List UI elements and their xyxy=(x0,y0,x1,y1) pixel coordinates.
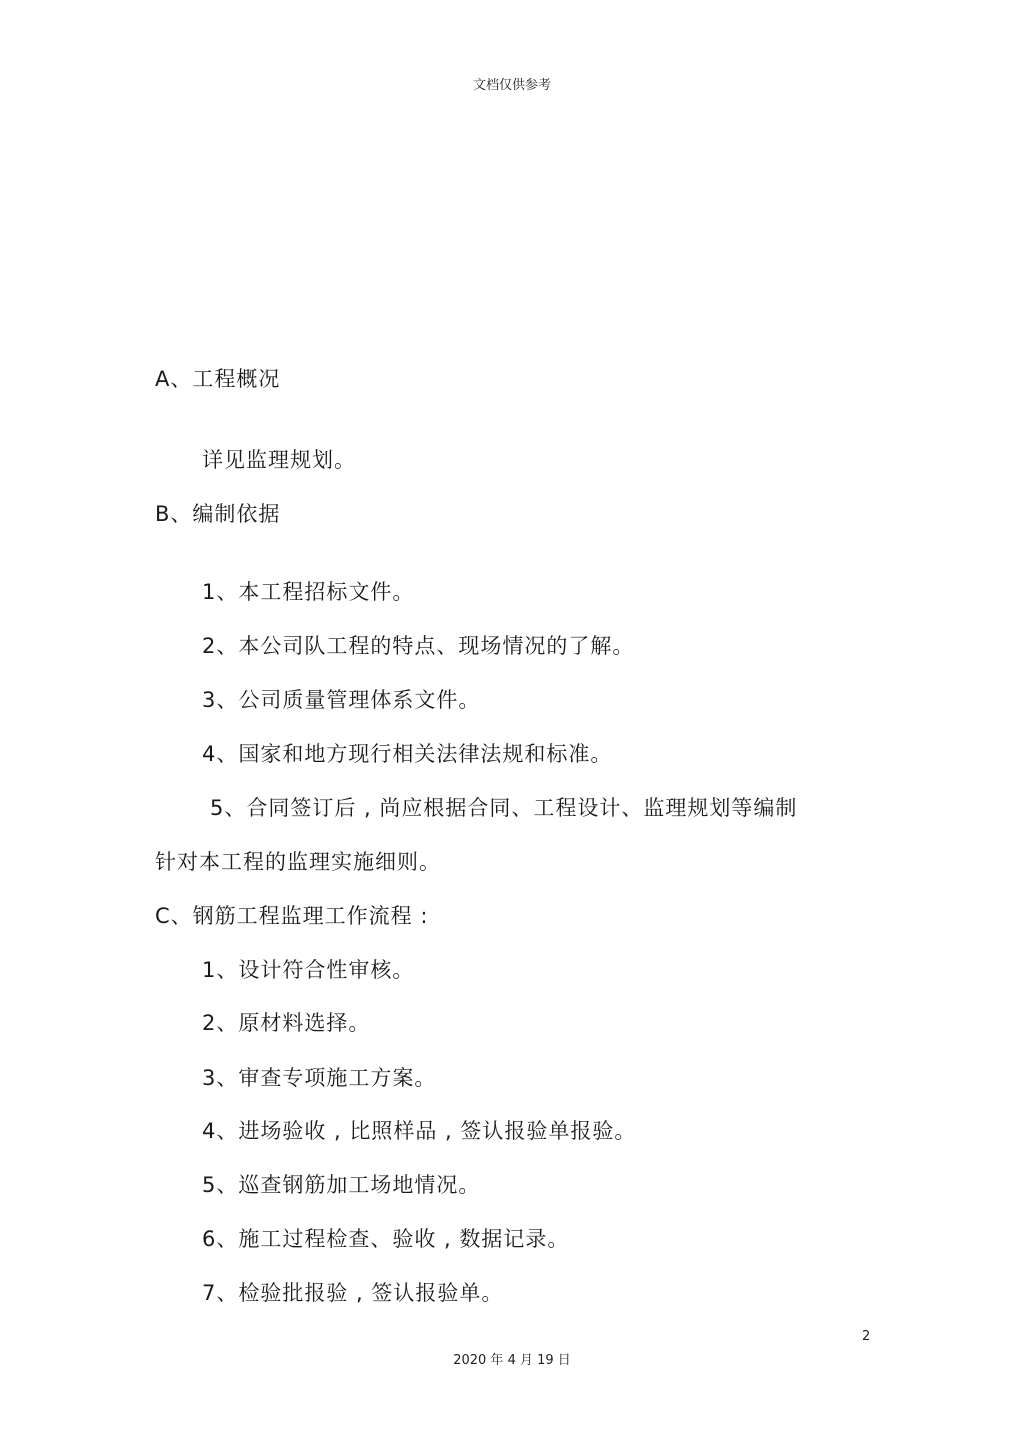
document-header: 文档仅供参考 xyxy=(472,78,551,93)
section-b-heading: B、编制依据 xyxy=(155,502,281,526)
section-c-item-4: 4、进场验收 , 比照样品 , 签认报验单报验。 xyxy=(202,1119,637,1143)
section-b-item-5-continuation: 针对本工程的监理实施细则。 xyxy=(155,850,441,874)
section-c-item-1: 1、设计符合性审核。 xyxy=(202,958,415,982)
section-c-item-7: 7、检验批报验 , 签认报验单。 xyxy=(202,1281,504,1305)
section-a-heading: A、工程概况 xyxy=(155,367,281,391)
section-b-item-5: 5、合同签订后 , 尚应根据合同、工程设计、监理规划等编制 xyxy=(210,796,798,820)
footer-date: 2020 年 4 月 19 日 xyxy=(453,1353,571,1368)
section-c-item-2: 2、原材料选择。 xyxy=(202,1011,371,1035)
section-c-item-3: 3、审查专项施工方案。 xyxy=(202,1066,437,1090)
section-c-item-5: 5、巡查钢筋加工场地情况。 xyxy=(202,1173,481,1197)
page-number: 2 xyxy=(862,1329,871,1344)
section-b-item-3: 3、公司质量管理体系文件。 xyxy=(202,688,481,712)
section-c-heading: C、钢筋工程监理工作流程 : xyxy=(155,904,429,928)
section-b-item-2: 2、本公司队工程的特点、现场情况的了解。 xyxy=(202,634,635,658)
section-a-body: 详见监理规划。 xyxy=(202,448,356,472)
section-c-item-6: 6、施工过程检查、验收 , 数据记录。 xyxy=(202,1227,570,1251)
section-b-item-4: 4、国家和地方现行相关法律法规和标准。 xyxy=(202,742,613,766)
section-b-item-1: 1、本工程招标文件。 xyxy=(202,580,415,604)
